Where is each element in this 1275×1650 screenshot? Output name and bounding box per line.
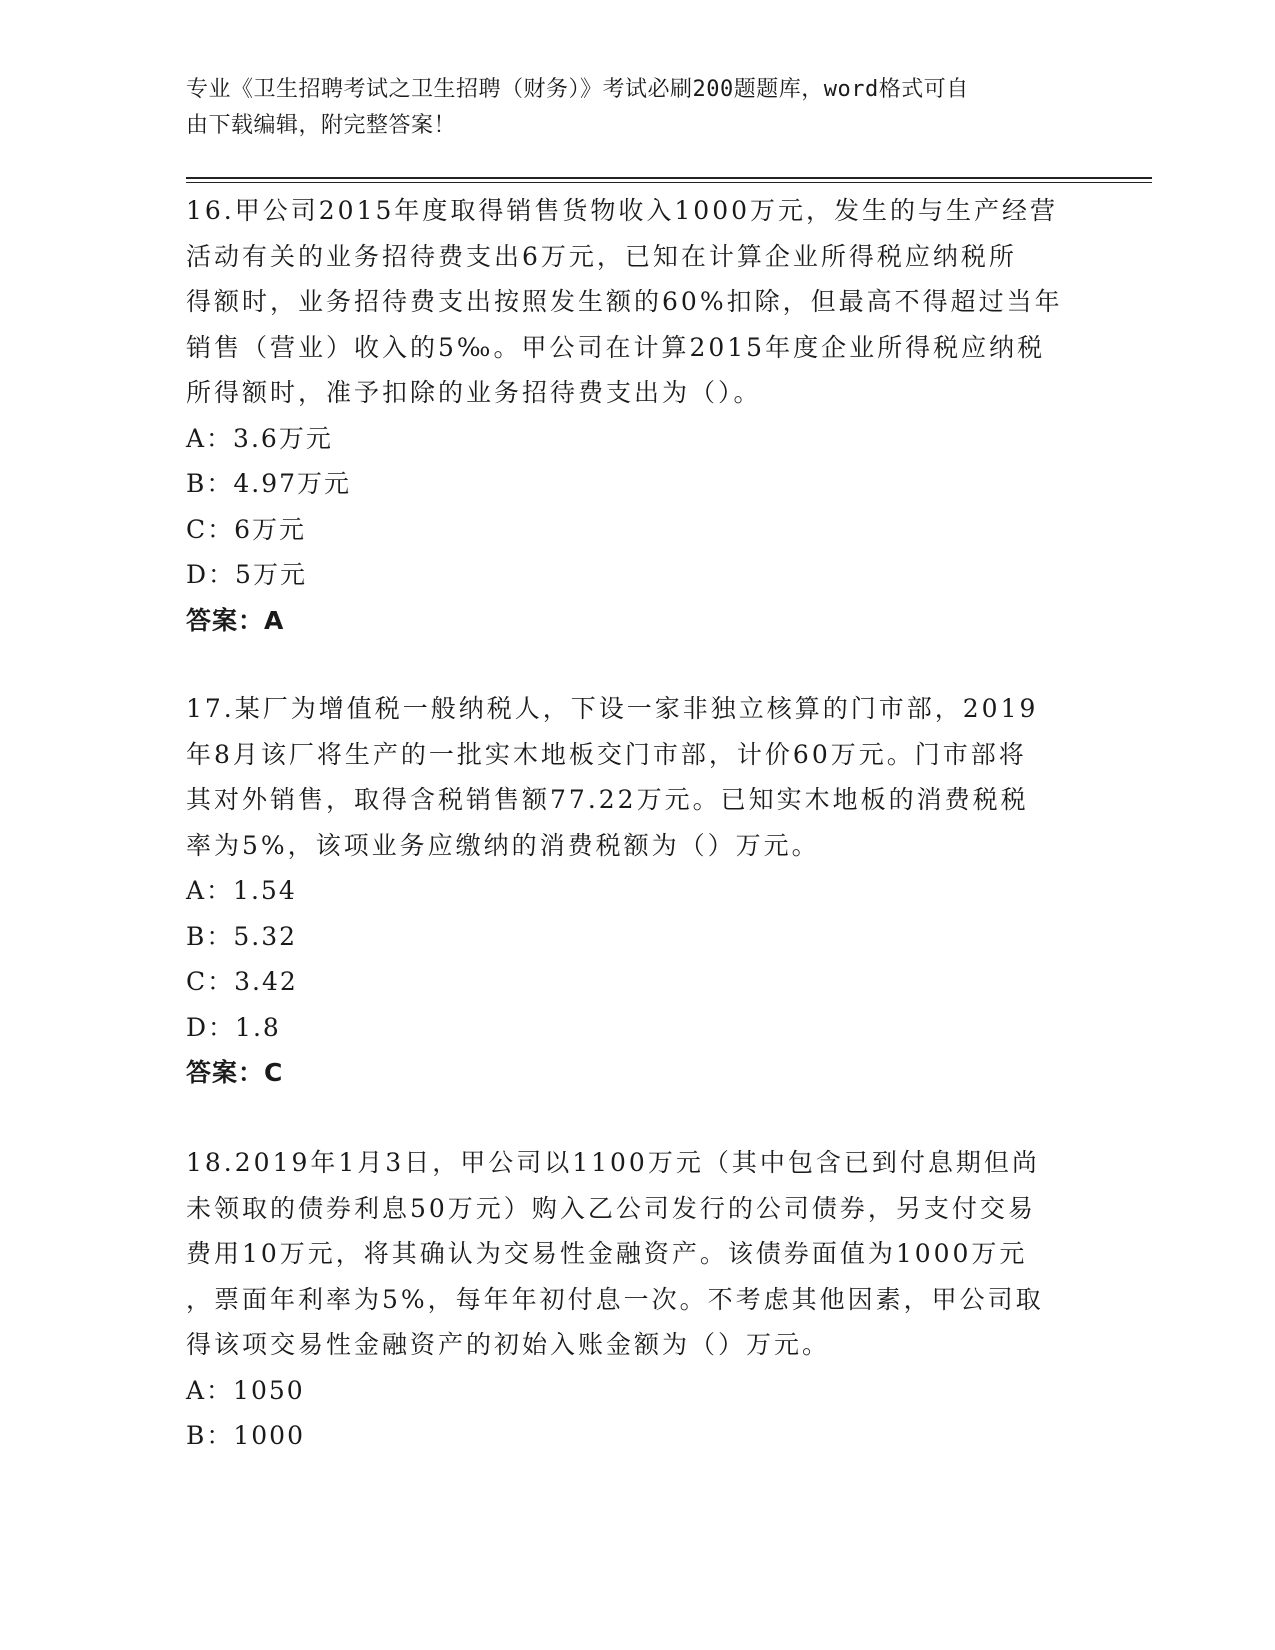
option-b: B：4.97万元 (186, 469, 352, 498)
document-header (186, 72, 1086, 144)
question-stem-line: ，票面年利率为5%，每年年初付息一次。不考虑其他因素，甲公司取 (186, 1284, 1044, 1314)
question-stem-line: 得额时，业务招待费支出按照发生额的60%扣除，但最高不得超过当年 (186, 287, 1063, 316)
option-d: D：1.8 (186, 1012, 281, 1042)
question-17 (186, 686, 1066, 1096)
question-stem-line: 18.2019年1月3日，甲公司以1100万元（其中包含已到付息期但尚 (186, 1148, 1040, 1177)
option-a: A：3.6万元 (186, 423, 333, 453)
answer-label: 答案：A (186, 605, 285, 635)
answer-label: 答案：C (186, 1058, 284, 1087)
question-stem-line: 活动有关的业务招待费支出6万元，已知在计算企业所得税应纳税所 (186, 241, 1017, 271)
question-stem-line: 费用10万元，将其确认为交易性金融资产。该债券面值为1000万元 (186, 1239, 1028, 1268)
header-line-2: 由下载编辑，附完整答案！ (186, 113, 457, 138)
option-a: A：1.54 (186, 876, 297, 905)
question-stem-line: 年8月该厂将生产的一批实木地板交门市部，计价60万元。门市部将 (186, 739, 1027, 769)
question-stem-line: 其对外销售，取得含税销售额77.22万元。已知实木地板的消费税税 (186, 785, 1029, 814)
question-stem-line: 率为5%，该项业务应缴纳的消费税额为（）万元。 (186, 830, 820, 860)
question-stem-line: 17.某厂为增值税一般纳税人，下设一家非独立核算的门市部，2019 (186, 694, 1039, 723)
question-stem-line: 16.甲公司2015年度取得销售货物收入1000万元，发生的与生产经营 (186, 196, 1059, 225)
option-d: D：5万元 (186, 560, 307, 589)
header-line-1: 专业《卫生招聘考试之卫生招聘（财务）》考试必刷200题题库，word格式可自 (186, 77, 969, 102)
question-stem-line: 销售（营业）收入的5‰。甲公司在计算2015年度企业所得税应纳税 (186, 332, 1046, 362)
option-b: B：5.32 (186, 921, 298, 951)
question-stem-line: 未领取的债券利息50万元）购入乙公司发行的公司债券，另支付交易 (186, 1193, 1036, 1223)
option-b: B：1000 (186, 1421, 305, 1450)
option-c: C：3.42 (186, 967, 298, 996)
question-stem-line: 得该项交易性金融资产的初始入账金额为（）万元。 (186, 1330, 831, 1359)
question-18 (186, 1140, 1066, 1459)
header-divider-thick (186, 177, 1152, 179)
header-divider-thin (186, 182, 1152, 183)
question-stem-line: 所得额时，准予扣除的业务招待费支出为（）。 (186, 378, 762, 407)
question-16 (186, 188, 1066, 643)
option-c: C：6万元 (186, 514, 307, 544)
option-a: A：1050 (186, 1375, 305, 1405)
